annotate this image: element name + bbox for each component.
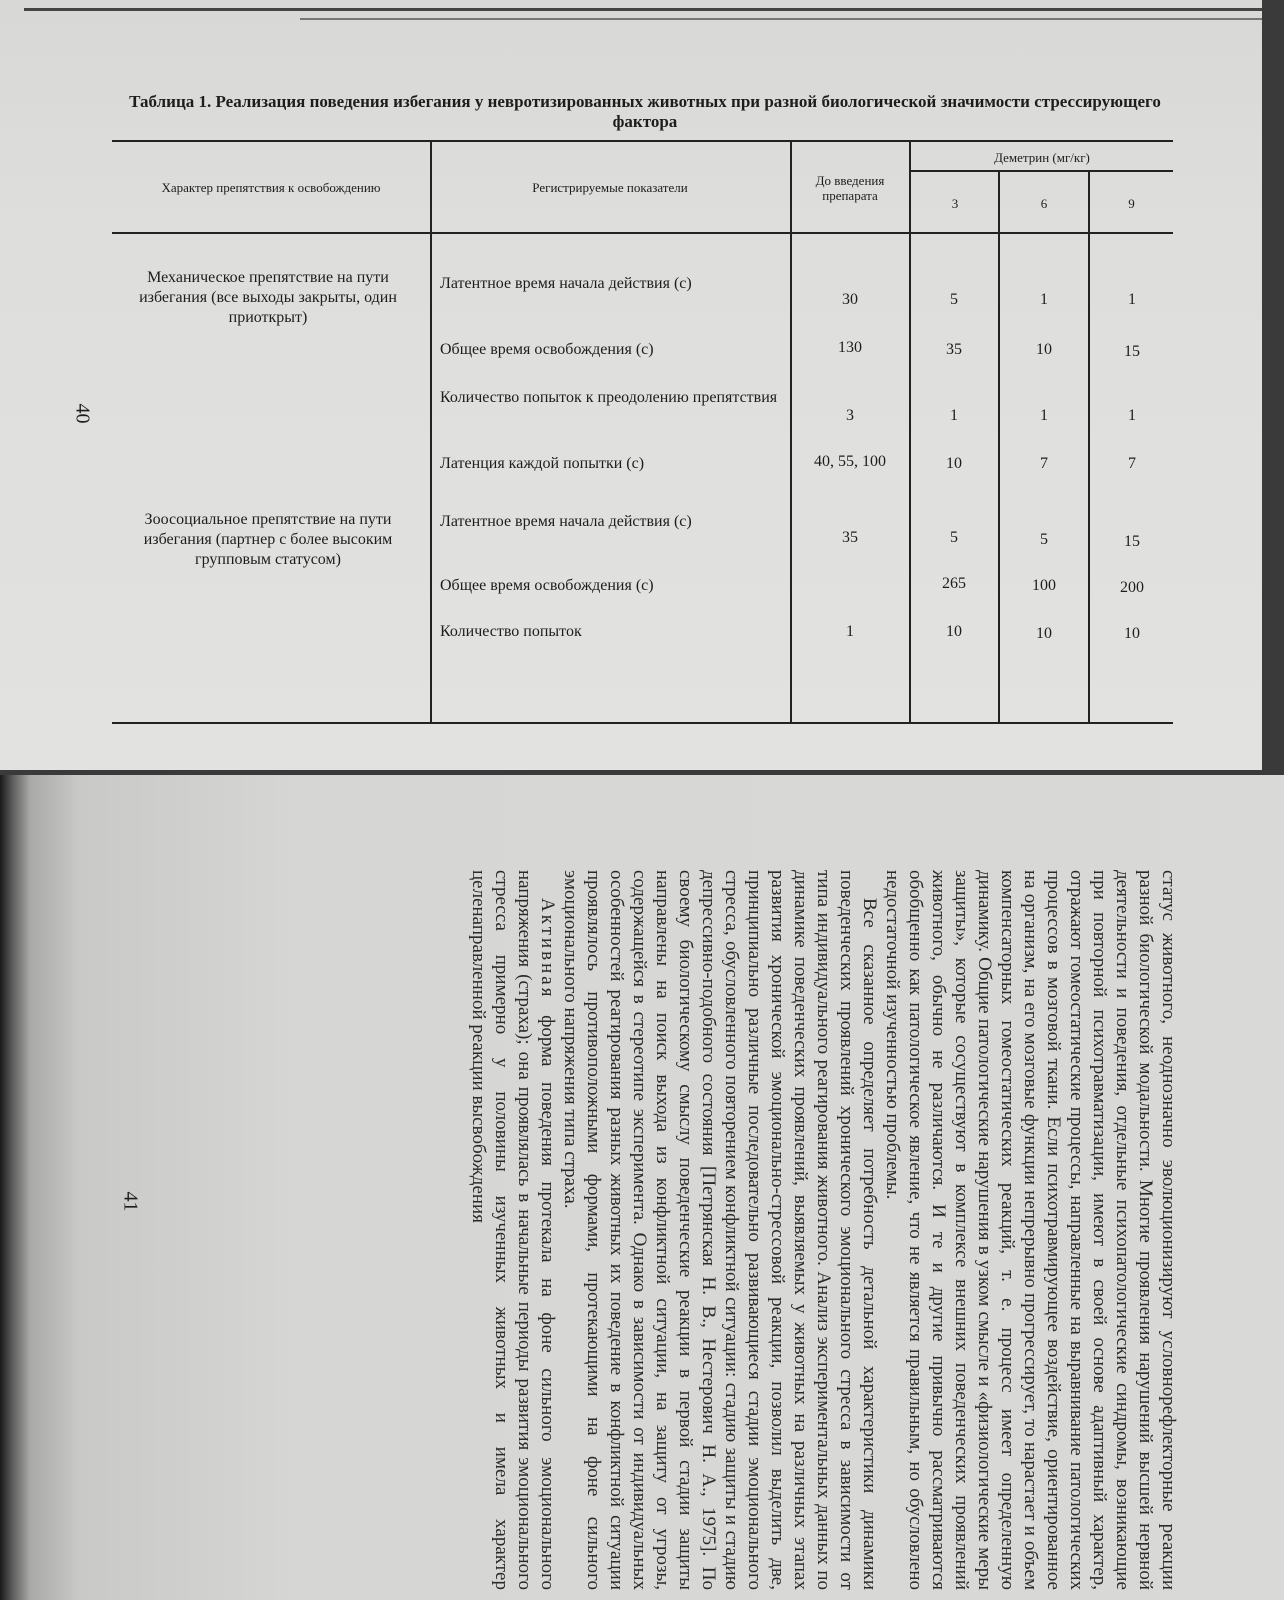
table-caption: Таблица 1. Реализация поведения избегания у невротизированных животных при разной биологической значимости стрессирующего фактора: [129, 92, 1161, 131]
value-dose6: 7: [1040, 455, 1048, 472]
value-dose9: 7: [1128, 455, 1136, 472]
value-dose9: 15: [1124, 533, 1140, 550]
value-dose9: 200: [1120, 579, 1144, 596]
indicator-cell: Общее время освобождения (с): [440, 577, 654, 594]
table-divider: [790, 140, 792, 724]
value-dose6: 10: [1036, 625, 1052, 642]
value-dose3: 35: [946, 341, 962, 358]
indicator-cell: Латентное время начала действия (с): [440, 513, 692, 530]
value-dose6: 100: [1032, 577, 1056, 594]
table-divider: [1088, 171, 1090, 724]
table-divider: [998, 171, 1000, 724]
value-before: 3: [846, 407, 854, 424]
table-rule: [112, 140, 1173, 142]
value-before: 130: [838, 339, 862, 356]
data-table: [112, 140, 1173, 724]
paragraph: статус животного, неоднозначно эволюционизируют условнорефлекторные реакции разной биологической модальности. Многие проявления нарушений высшей нервной деятельности и поведения, отдельные психопатологические синдромы, возникающие при повторной психотравматизации, имеют в своей основе адаптивный характер, отражают гомеостатические процессы, направленные на выравнивание патологических процессов в мозговой ткани. Если психотравмирующее воздействие, ориентированное на организм, на его мозговые функции непрерывно прогрессирует, то нарастает и объем компенсаторных гомеостатических реакций, т. е. процесс имеет определенную динамику. Общие патологические нарушения в узком смысле и «физиологические меры защиты», которые сосуществуют в комплексе внешних поведенческих проявлений животного, обычно не различаются. И те и другие привычно рассматриваются обобщенно как патологическое явление, что не является правильным, но обусловлено недостаточной изученностью проблемы.: [882, 870, 1179, 1590]
value-before: 1: [846, 623, 854, 640]
header-before: До введения препарата: [815, 173, 885, 203]
indicator-cell: Количество попыток: [440, 623, 582, 640]
value-dose3: 10: [946, 623, 962, 640]
page-40: [0, 0, 1262, 770]
indicator-cell: Латентное время начала действия (с): [440, 275, 692, 292]
header-obstacle: Характер препятствия к освобождению: [161, 180, 381, 195]
obstacle-mechanical: Механическое препятствие на пути избегания (все выходы закрыты, один приоткрыт): [139, 269, 397, 326]
value-dose6: 5: [1040, 531, 1048, 548]
value-dose3: 10: [946, 455, 962, 472]
page-edge-rule: [24, 8, 1262, 11]
value-dose6: 10: [1036, 341, 1052, 358]
table-divider: [909, 140, 911, 724]
paragraph: Все сказанное определяет потребность детальной характеристики динамики поведенческих проявлений хронического эмоционального стресса в зависимости от типа индивидуального реагирования животного. Анализ экспериментальных данных по динамике поведенческих проявлений, выявляемых у животных на различных этапах развития хронической эмоционально-стрессовой реакции, позволил выделить две, принципиально различные последовательно развивающиеся стадии эмоционального стресса, обусловленного повторением конфликтной ситуации: стадию защиты и стадию депрессивно-подобного состояния [Петрянская Н. В., Нестерович Н. А., 1975]. По своему биологическому смыслу поведенческие реакции в первой стадии защиты направлены на поиск выхода из конфликтной ситуации, на защиту от угрозы, содержащейся в стереотипе эксперимента. Однако в зависимости от индивидуальных особенностей реагирования разных животных их поведение в конфликтной ситуации проявлялось противоположными формами, протекающими на фоне сильного эмоционального напряжения типа страха.: [560, 870, 880, 1590]
value-dose3: 265: [942, 575, 966, 592]
body-text: [467, 870, 1180, 1590]
page-edge-rule: [300, 18, 1262, 20]
value-dose3: 5: [950, 529, 958, 546]
header-indicators: Регистрируемые показатели: [532, 180, 688, 195]
table-rule: [112, 722, 1173, 724]
value-dose3: 5: [950, 291, 958, 308]
value-dose6: 1: [1040, 291, 1048, 308]
table-rule: [112, 232, 1173, 234]
value-before: 40, 55, 100: [814, 453, 886, 470]
indicator-cell: Общее время освобождения (с): [440, 341, 654, 358]
indicator-cell: Количество попыток к преодолению препятствия: [440, 389, 778, 406]
obstacle-zoosocial: Зоосоциальное препятствие на пути избегания (партнер с более высоким групповым статусом): [143, 511, 393, 568]
header-dose: 9: [1128, 196, 1135, 211]
emphasized-word: Активная: [537, 898, 558, 1000]
value-dose3: 1: [950, 407, 958, 424]
value-before: 30: [842, 291, 858, 308]
value-dose9: 15: [1124, 343, 1140, 360]
value-dose6: 1: [1040, 407, 1048, 424]
page-number: 40: [71, 403, 94, 424]
header-dose: 6: [1040, 196, 1048, 211]
value-dose9: 1: [1128, 291, 1136, 308]
indicator-cell: Латенция каждой попытки (с): [440, 455, 645, 472]
table-rule: [909, 170, 1173, 172]
value-dose9: 1: [1128, 407, 1136, 424]
value-dose9: 10: [1124, 625, 1140, 642]
header-drug: Деметрин (мг/кг): [994, 150, 1090, 165]
header-dose: 3: [951, 196, 959, 211]
paragraph: [467, 870, 559, 1590]
paragraph-text: форма поведения протекала на фоне сильного эмоционального напряжения (страха); она проявлялась в начальные периоды развития эмоционального стресса примерно у половины изученных животных и имела характер целенаправленной реакции высвобождения: [468, 870, 558, 1590]
value-before: 35: [842, 529, 858, 546]
table-divider: [430, 140, 432, 724]
page-number: 41: [119, 1191, 142, 1212]
